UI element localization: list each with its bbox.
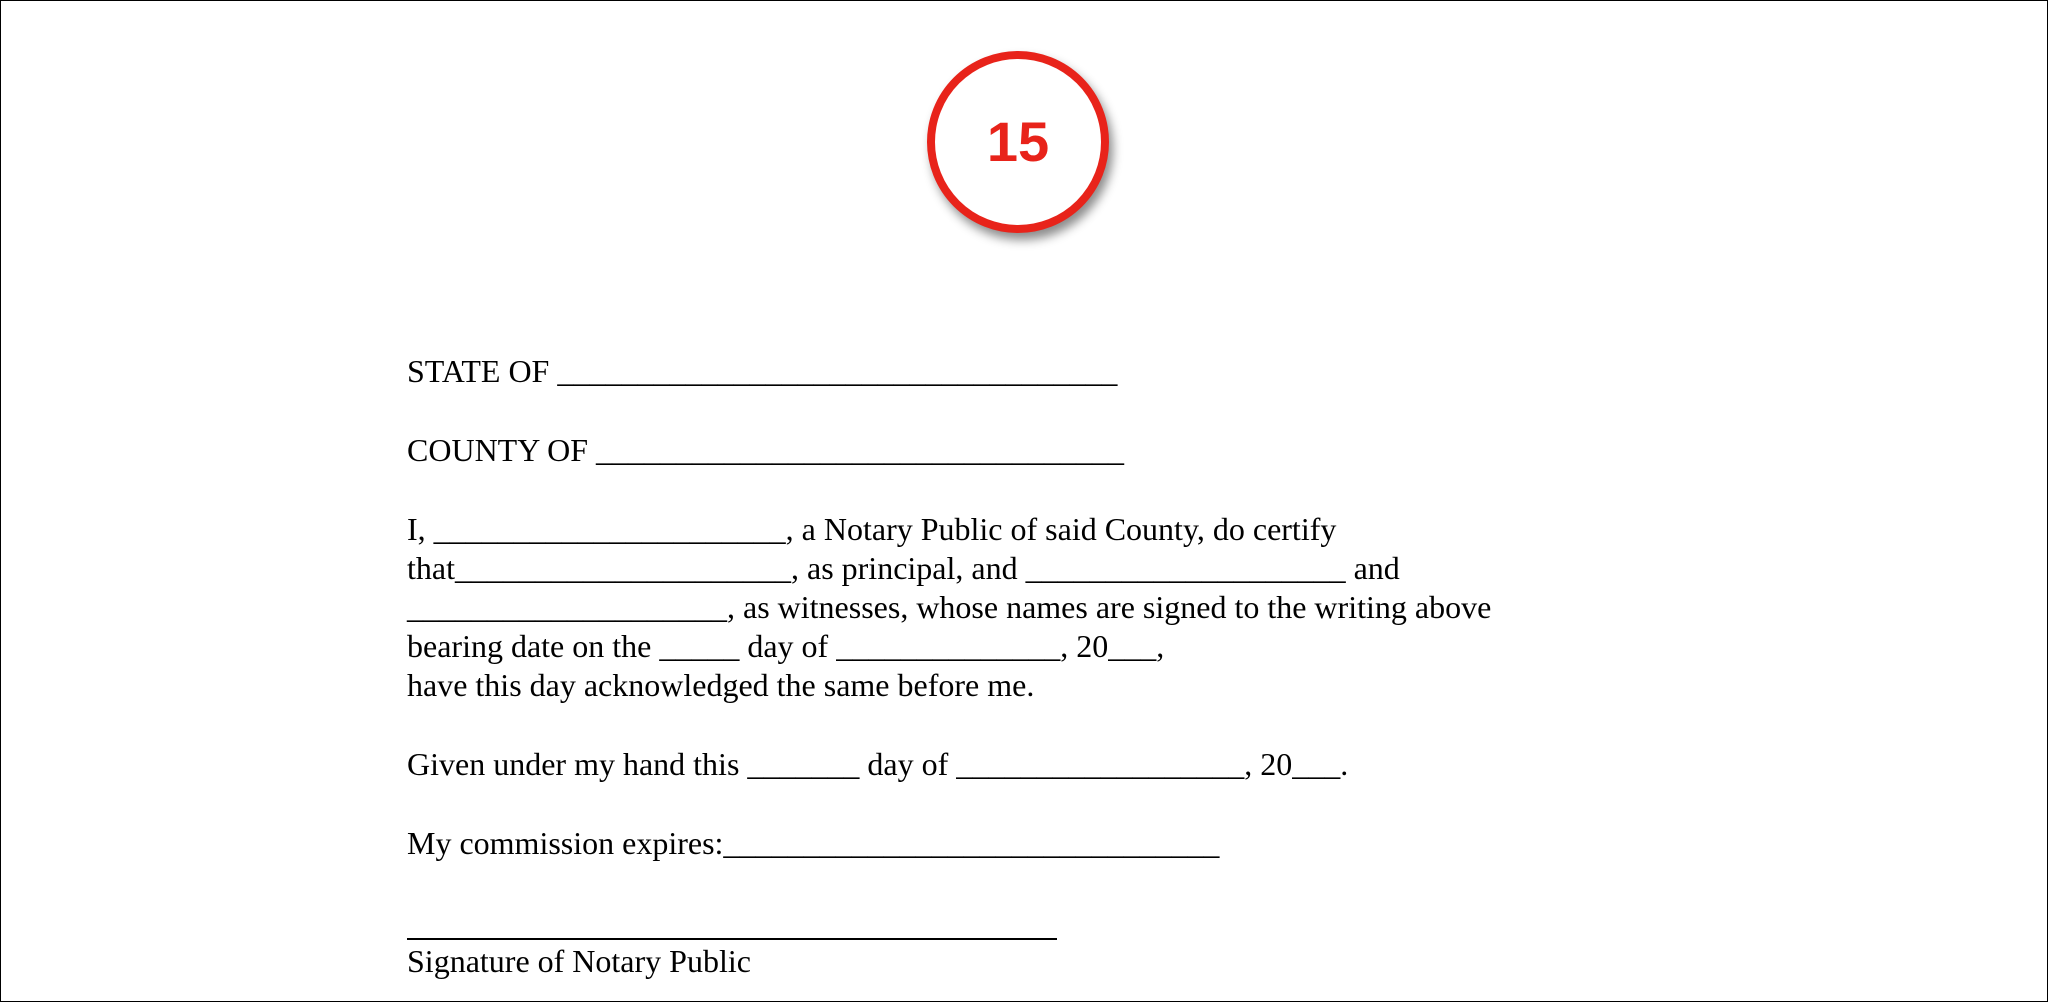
signature-line bbox=[407, 938, 1057, 940]
certify-line-2: that_____________________, as principal, and ____________________ and bbox=[407, 550, 1400, 586]
signature-label: Signature of Notary Public bbox=[407, 943, 751, 979]
certify-line-5: have this day acknowledged the same before me. bbox=[407, 667, 1035, 703]
certify-line-3: ____________________, as witnesses, whose names are signed to the writing above bbox=[407, 589, 1492, 625]
state-of-line: STATE OF ___________________________________ bbox=[407, 353, 1118, 389]
county-of-line: COUNTY OF _________________________________ bbox=[407, 432, 1125, 468]
step-number: 15 bbox=[986, 110, 1050, 173]
certify-line-1: I, ______________________, a Notary Public of said County, do certify bbox=[407, 511, 1337, 547]
commission-expires-line: My commission expires:_______________________________ bbox=[407, 825, 1220, 861]
certify-line-4: bearing date on the _____ day of ______________, 20___, bbox=[407, 628, 1165, 664]
given-under-hand-line: Given under my hand this _______ day of __________________, 20___. bbox=[407, 746, 1349, 782]
step-number-badge bbox=[927, 51, 1109, 233]
